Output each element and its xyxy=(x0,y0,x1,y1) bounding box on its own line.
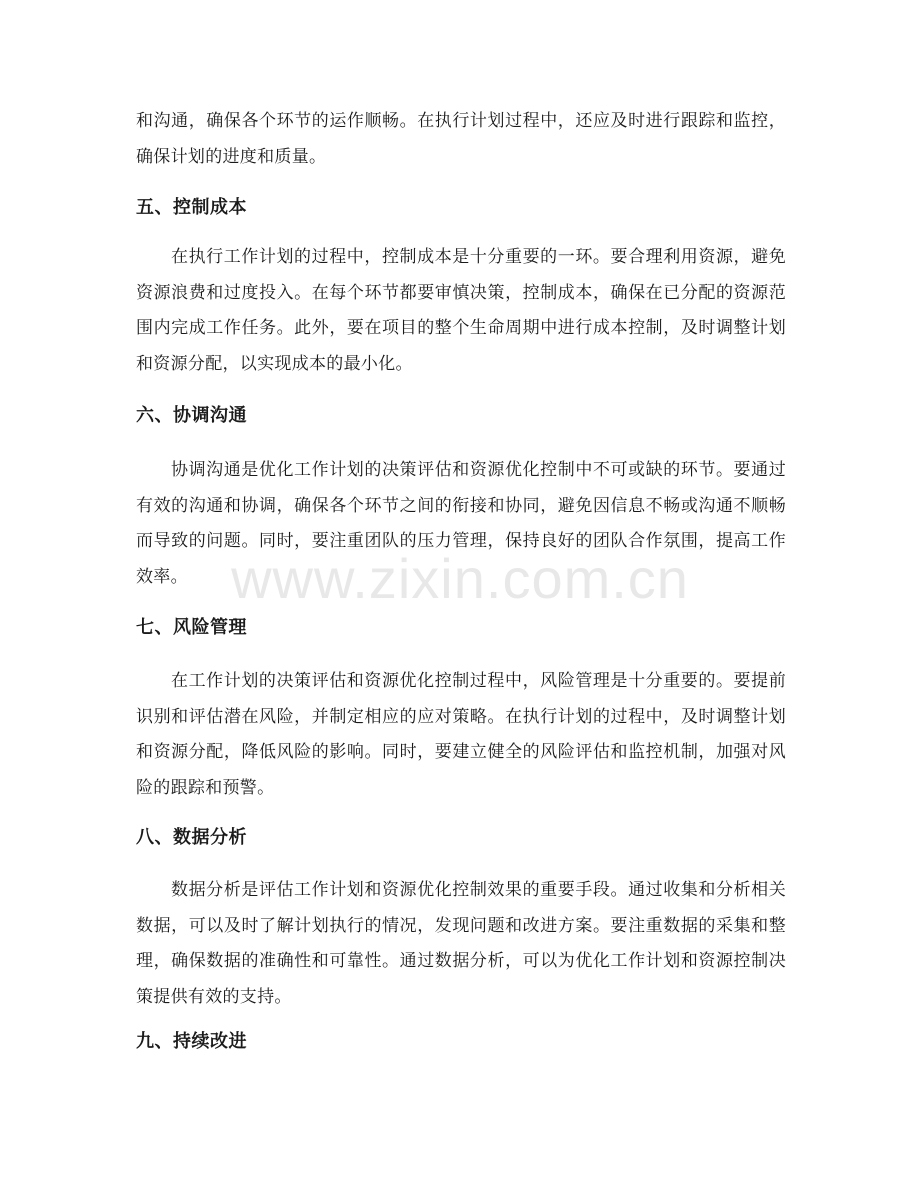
watermark-text: www.zixin.com.cn xyxy=(231,547,689,610)
section-paragraph-cost-control: 在执行工作计划的过程中，控制成本是十分重要的一环。要合理利用资源，避免资源浪费和过度投入。在每个环节都要审慎决策，控制成本，确保在已分配的资源范围内完成工作任务。此外，要在项目的整个生命周期中进行成本控制，及时调整计划和资源分配，以实现成本的最小化。 xyxy=(136,247,786,374)
intro-paragraph: 和沟通，确保各个环节的运作顺畅。在执行计划过程中，还应及时进行跟踪和监控，确保计划的进度和质量。 xyxy=(136,111,786,167)
section-heading-coordination: 六、协调沟通 xyxy=(136,405,247,426)
section-paragraph-coordination: 协调沟通是优化工作计划的决策评估和资源优化控制中不可或缺的环节。要通过有效的沟通和协调，确保各个环节之间的衔接和协同，避免因信息不畅或沟通不顺畅而导致的问题。同时，要注重团队的压力管理，保持良好的团队合作氛围，提高工作效率。 xyxy=(136,460,786,587)
section-paragraph-risk-management: 在工作计划的决策评估和资源优化控制过程中，风险管理是十分重要的。要提前识别和评估潜在风险，并制定相应的应对策略。在执行计划的过程中，及时调整计划和资源分配，降低风险的影响。同时，要建立健全的风险评估和监控机制，加强对风险的跟踪和预警。 xyxy=(136,671,786,798)
section-heading-risk-management: 七、风险管理 xyxy=(136,617,247,638)
section-heading-continuous-improvement: 九、持续改进 xyxy=(136,1031,247,1052)
section-heading-data-analysis: 八、数据分析 xyxy=(136,827,247,848)
section-paragraph-data-analysis: 数据分析是评估工作计划和资源优化控制效果的重要手段。通过收集和分析相关数据，可以及时了解计划执行的情况，发现问题和改进方案。要注重数据的采集和整理，确保数据的准确性和可靠性。通过数据分析，可以为优化工作计划和资源控制决策提供有效的支持。 xyxy=(136,880,786,1007)
section-heading-cost-control: 五、控制成本 xyxy=(136,197,247,218)
